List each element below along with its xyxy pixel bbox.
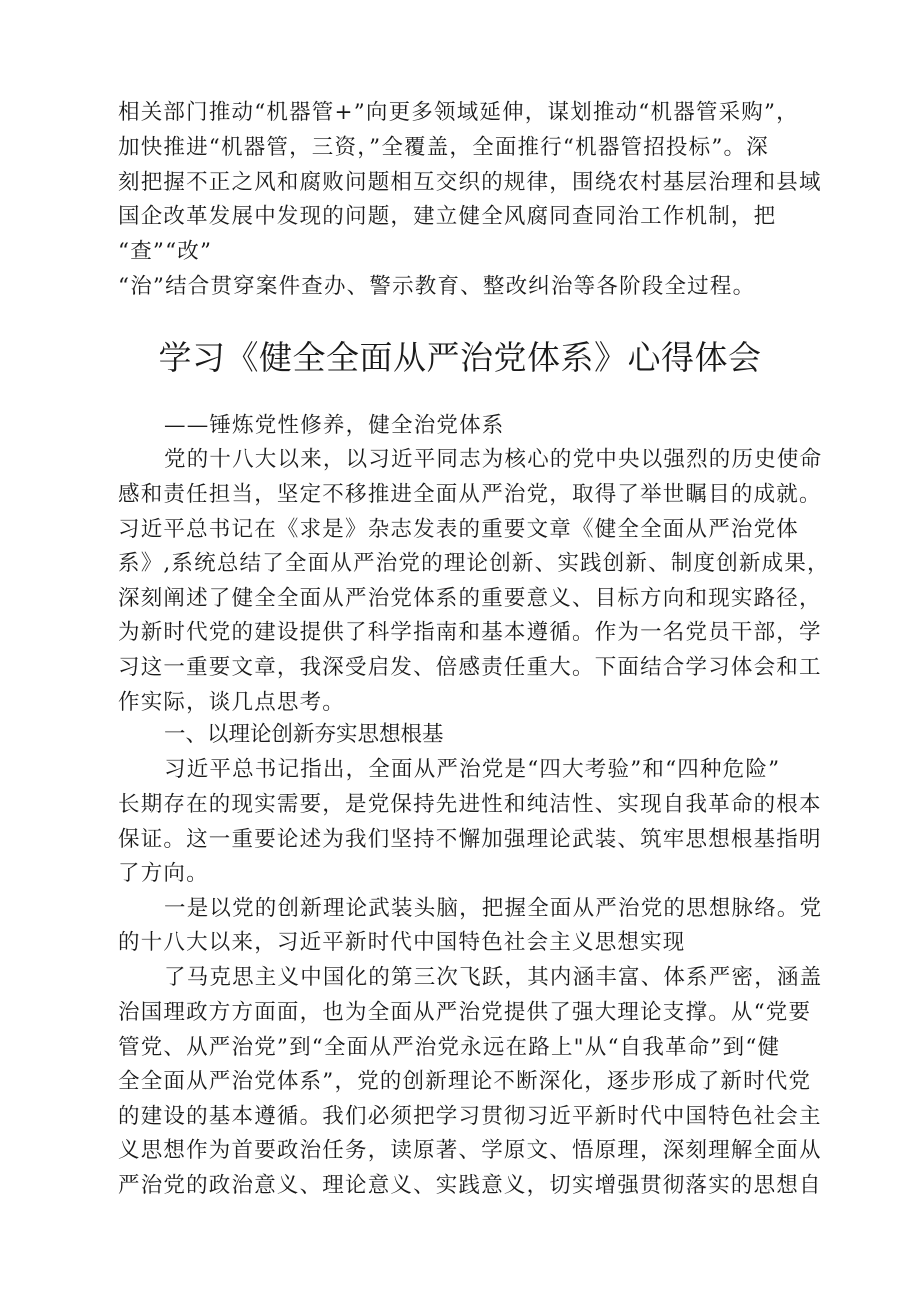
body-line: “查”“改” [118,239,213,264]
body-line: 治国理政方方面面，也为全面从严治党提供了强大理论支撑。从“党要 [118,1000,812,1025]
body-line: 义思想作为首要政治任务，读原著、学原文、悟原理，深刻理解全面从 [118,1138,822,1163]
body-line: 了马克思主义中国化的第三次飞跃，其内涵丰富、体系严密，涵盖 [164,965,823,990]
body-line: 系》,系统总结了全面从严治党的理论创新、实践创新、制度创新成果， [118,551,830,576]
body-line: 长期存在的现实需要，是党保持先进性和纯洁性、实现自我革命的根本 [118,792,822,817]
body-line: 了方向。 [118,861,209,886]
body-line: 国企改革发展中发现的问题，建立健全风腐同查同治工作机制，把 [118,204,777,229]
body-line: 为新时代党的建设提供了科学指南和基本遵循。作为一名党员干部，学 [118,620,822,645]
body-line: 深刻阐述了健全全面从严治党体系的重要意义、目标方向和现实路径， [118,586,822,611]
body-line: 管党、从严治党”到“全面从严治党永远在路上"从“自我革命”到“健 [118,1035,781,1060]
body-line: 加快推进“机器管，三资，”全覆盖，全面推行“机器管招投标”。深 [118,135,769,160]
body-line: 严治党的政治意义、理论意义、实践意义，切实增强贯彻落实的思想自 [118,1173,822,1198]
body-line: 的建设的基本遵循。我们必须把学习贯彻习近平新时代中国特色社会主 [118,1104,822,1129]
body-line: 全全面从严治党体系”，党的创新理论不断深化，逐步形成了新时代党 [118,1069,812,1094]
body-line: 刻把握不正之风和腐败问题相互交织的规律，围绕农村基层治理和县域 [118,170,822,195]
subtitle: ——锤炼党性修养，健全治党体系 [164,413,505,438]
body-line: 党的十八大以来，以习近平同志为核心的党中央以强烈的历史使命 [164,447,823,472]
body-line: 的十八大以来，习近平新时代中国特色社会主义思想实现 [118,930,686,955]
page-title: 学习《健全全面从严治党体系》心得体会 [158,338,762,377]
body-line: 习这一重要文章，我深受启发、倍感责任重大。下面结合学习体会和工 [118,655,822,680]
body-line: 习近平总书记指出，全面从严治党是“四大考验”和“四种危险” [164,757,781,782]
section-heading: 一、以理论创新夯实思想根基 [164,722,444,747]
body-line: 作实际，谈几点思考。 [118,690,346,715]
body-line: 习近平总书记在《求是》杂志发表的重要文章《健全全面从严治党体 [118,517,800,542]
body-line: 一是以党的创新理论武装头脑，把握全面从严治党的思想脉络。党 [164,896,823,921]
body-line: 感和责任担当，坚定不移推进全面从严治党，取得了举世瞩目的成就。 [118,482,822,507]
body-line: 相关部门推动“机器管+”向更多领域延伸，谋划推动“机器管采购”， [118,100,799,125]
body-line: “治”结合贯穿案件查办、警示教育、整改纠治等各阶段全过程。 [118,274,756,299]
body-line: 保证。这一重要论述为我们坚持不懈加强理论武装、筑牢思想根基指明 [118,827,822,852]
